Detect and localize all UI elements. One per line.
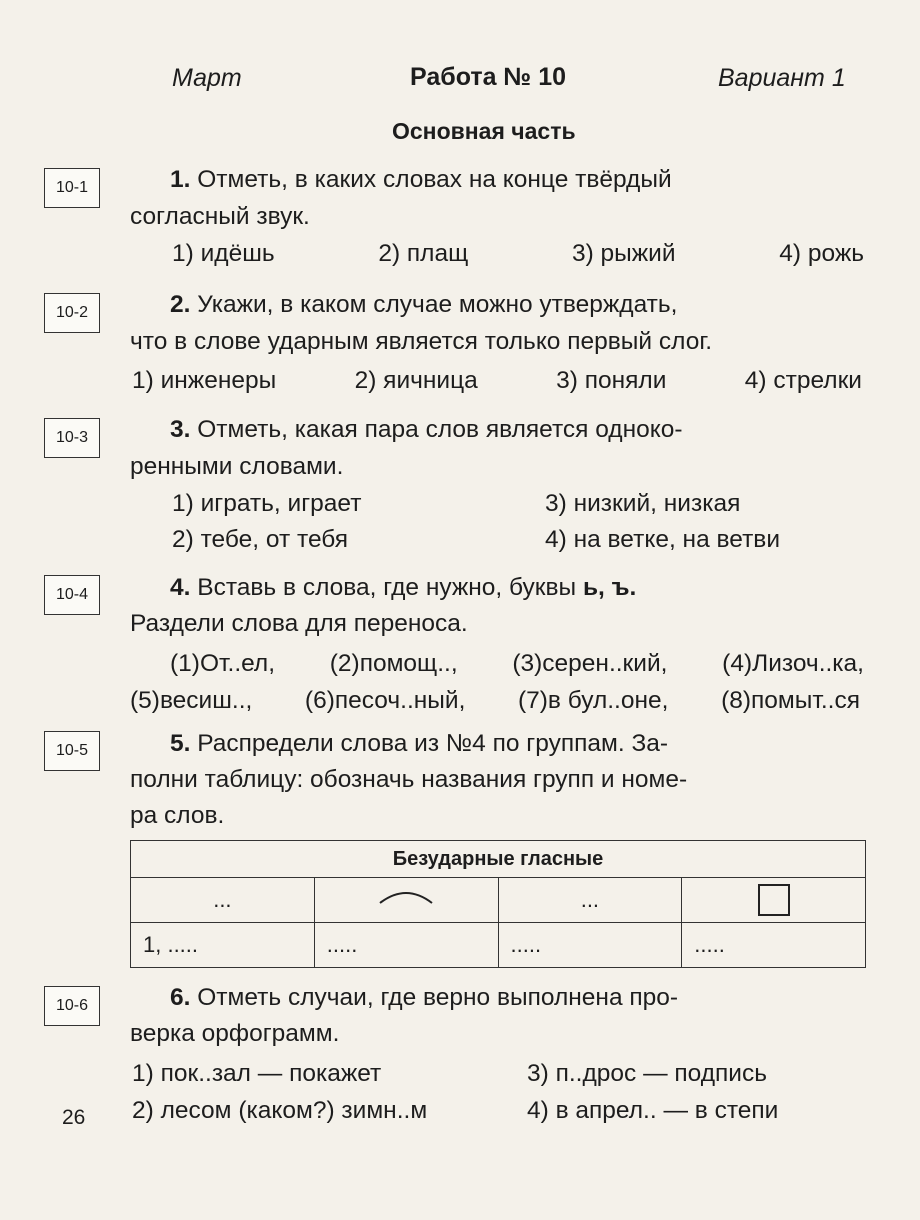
table-cell[interactable]: ... (498, 878, 682, 923)
task-question: Вставь в слова, где нужно, буквы (197, 574, 577, 601)
task1-options (172, 240, 864, 268)
task-question-cont: ра слов. (130, 802, 225, 829)
answer-option[interactable]: 4) в апрел.. — в степи (527, 1097, 779, 1124)
table-cell[interactable]: ..... (682, 923, 866, 968)
word-item: (8)помыт..ся (721, 687, 860, 714)
answer-option[interactable]: 3) рыжий (571, 240, 676, 267)
task-question-cont: ренными словами. (130, 453, 344, 480)
word-item: (2)помощ.., (329, 650, 458, 677)
task1-text (170, 166, 672, 194)
answer-option[interactable]: 2) яичница (354, 367, 478, 394)
task-question: Отметь, в каких словах на конце твёрдый (197, 166, 672, 193)
answer-option[interactable]: 1) пок..зал — покажет (132, 1060, 382, 1087)
word-item: (3)серен..кий, (512, 650, 668, 677)
table-header: Безударные гласные (131, 841, 866, 878)
task4-text (170, 574, 636, 602)
table-cell[interactable]: ..... (498, 923, 682, 968)
word-item: (4)Лизоч..ка, (722, 650, 864, 677)
table-cell[interactable] (682, 878, 866, 923)
task-number: 1. (170, 166, 191, 193)
task-code-box: 10-6 (44, 986, 100, 1026)
answer-option[interactable]: 3) низкий, низкая (545, 490, 741, 517)
root-arc-icon (376, 887, 436, 907)
word-item: (5)весиш.., (130, 687, 253, 714)
ending-square-icon (758, 884, 790, 916)
task3-text (170, 416, 683, 444)
page-number: 26 (62, 1106, 86, 1129)
answer-option[interactable]: 1) идёшь (172, 240, 275, 267)
task6-text (170, 984, 678, 1012)
header-title: Работа № 10 (410, 63, 567, 91)
answer-option[interactable]: 4) стрелки (744, 367, 862, 394)
table-cell[interactable]: 1, ..... (131, 923, 315, 968)
answer-option[interactable]: 1) играть, играет (172, 490, 362, 517)
task-code-box: 10-4 (44, 575, 100, 615)
task-question-cont: что в слове ударным является только первый слог. (130, 328, 713, 355)
task2-text (170, 291, 677, 319)
task-question: Распредели слова из №4 по группам. За- (197, 730, 669, 757)
answer-option[interactable]: 1) инженеры (132, 367, 277, 394)
task4-words-line2 (130, 687, 860, 715)
header-variant: Вариант 1 (718, 64, 846, 92)
task-question-cont: верка орфограмм. (130, 1020, 340, 1047)
task-code-box: 10-5 (44, 731, 100, 771)
answer-option[interactable]: 3) п..дрос — подпись (527, 1060, 767, 1087)
task-question-cont: согласный звук. (130, 203, 310, 230)
task5-text (170, 730, 668, 758)
task-code-box: 10-2 (44, 293, 100, 333)
word-item: (1)От..ел, (170, 650, 276, 677)
answer-option[interactable]: 3) поняли (556, 367, 667, 394)
word-item: (7)в бул..оне, (517, 687, 669, 714)
header-month: Март (172, 64, 242, 92)
answer-option[interactable]: 2) лесом (каком?) зимн..м (132, 1097, 428, 1124)
table-cell[interactable] (314, 878, 498, 923)
task2-options (132, 367, 862, 395)
groups-table (130, 840, 866, 968)
task-question-cont: полни таблицу: обозначь названия групп и номе- (130, 766, 688, 793)
task-number: 3. (170, 416, 191, 443)
task-question-cont: Раздели слова для переноса. (130, 610, 468, 637)
table-cell[interactable]: ... (131, 878, 315, 923)
task-question: Отметь случаи, где верно выполнена про- (197, 984, 679, 1011)
task-letters: ь, ъ. (582, 574, 637, 601)
task-question: Укажи, в каком случае можно утверждать, (197, 291, 678, 318)
word-item: (6)песоч..ный, (304, 687, 466, 714)
task-number: 6. (170, 984, 191, 1011)
task-code-box: 10-1 (44, 168, 100, 208)
task-question: Отметь, какая пара слов является однoко- (197, 416, 683, 443)
answer-option[interactable]: 2) плащ (378, 240, 469, 267)
answer-option[interactable]: 4) рожь (779, 240, 864, 267)
answer-option[interactable]: 4) на ветке, на ветви (545, 526, 780, 553)
task4-words-line1 (170, 650, 864, 678)
task-code-box: 10-3 (44, 418, 100, 458)
task-number: 4. (170, 574, 191, 601)
table-cell[interactable]: ..... (314, 923, 498, 968)
answer-option[interactable]: 2) тебе, от тебя (172, 526, 349, 553)
task-number: 5. (170, 730, 191, 757)
section-title: Основная часть (392, 118, 576, 144)
task-number: 2. (170, 291, 191, 318)
